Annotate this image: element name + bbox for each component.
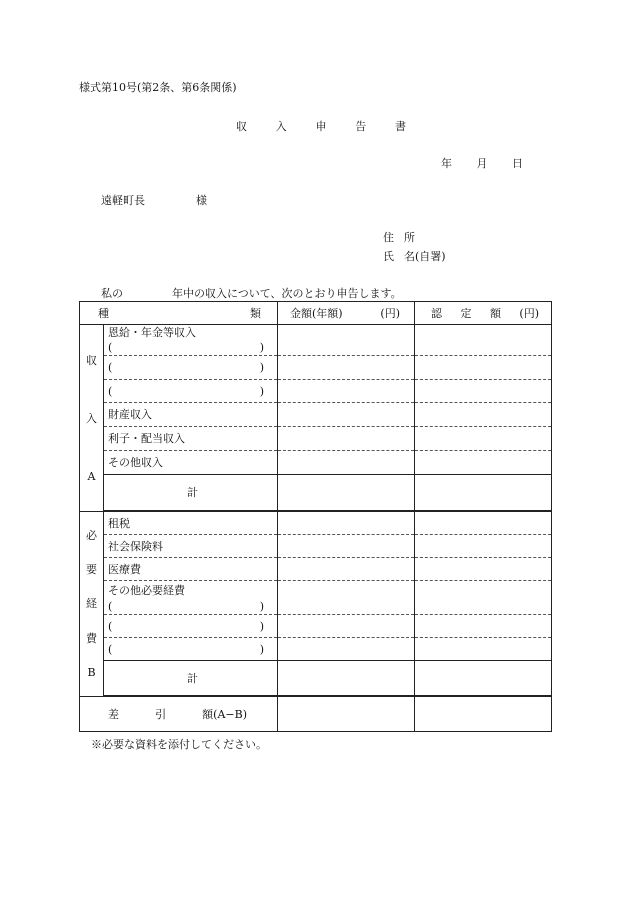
title-char: 入: [275, 120, 287, 133]
income-label: その他収入: [104, 450, 278, 474]
expense-certified-cell[interactable]: [415, 558, 552, 581]
expense-group-char: B: [87, 666, 96, 680]
address-label-char: 所: [404, 231, 415, 244]
income-subtotal-certified[interactable]: [415, 474, 552, 510]
paren-close: ): [259, 384, 264, 398]
expense-certified-cell[interactable]: [415, 535, 552, 558]
expense-group-char: 費: [86, 631, 97, 645]
header-certified-unit: (円): [519, 306, 539, 320]
difference-row: [80, 697, 552, 732]
expense-row: [80, 558, 552, 581]
address-label: [383, 231, 415, 245]
income-row: [80, 379, 552, 403]
expense-certified-cell[interactable]: [415, 615, 552, 638]
difference-label-char: 引: [155, 707, 167, 721]
header-certified-char: 定: [460, 306, 472, 320]
expense-label: 医療費: [104, 558, 278, 581]
header-certified-char: 額: [489, 306, 501, 320]
income-certified-cell[interactable]: [415, 325, 552, 356]
expense-label: 租税: [104, 512, 278, 535]
expense-amount-cell[interactable]: [278, 615, 415, 638]
expense-paren-field[interactable]: [104, 638, 278, 661]
income-amount-cell[interactable]: [278, 325, 415, 356]
income-group-char: A: [87, 469, 96, 483]
difference-label: [80, 697, 278, 732]
expense-row: [80, 512, 552, 535]
date-year: 年: [441, 157, 452, 170]
header-kind-char: 種: [98, 306, 109, 320]
title-char: 告: [355, 120, 367, 133]
difference-amount[interactable]: [278, 697, 415, 732]
income-subtotal-amount[interactable]: [278, 474, 415, 510]
address-label-char: 住: [383, 231, 394, 244]
expense-paren-field[interactable]: [104, 615, 278, 638]
expense-paren-field[interactable]: [104, 600, 278, 615]
paren-close: ): [259, 642, 264, 656]
income-paren-field[interactable]: [104, 355, 278, 379]
paren-open: (: [108, 360, 113, 374]
income-group-label: [80, 325, 104, 512]
header-amount-unit: (円): [380, 306, 400, 320]
header-certified: [415, 302, 552, 325]
expense-row: [80, 535, 552, 558]
statement-prefix: 私の: [101, 287, 123, 300]
paren-close: ): [259, 340, 264, 354]
income-label: 恩給・年金等収入: [104, 325, 278, 340]
expense-amount-cell[interactable]: [278, 512, 415, 535]
income-subtotal-label: 計: [104, 474, 278, 510]
paren-open: (: [108, 340, 113, 354]
addressee-name: 遠軽町長: [101, 194, 145, 207]
statement-text: 年中の収入について、次のとおり申告します。: [172, 287, 402, 300]
expense-subtotal-label: 計: [104, 661, 278, 696]
income-group-char: 収: [86, 353, 97, 367]
paren-close: ): [259, 619, 264, 633]
income-row: [80, 403, 552, 427]
income-paren-field[interactable]: [104, 340, 278, 355]
income-certified-cell[interactable]: [415, 355, 552, 379]
addressee-honorific: 様: [196, 194, 207, 207]
paren-open: (: [108, 642, 113, 656]
header-row: [80, 302, 552, 325]
income-amount-cell[interactable]: [278, 355, 415, 379]
expense-subtotal-amount[interactable]: [278, 661, 415, 696]
expense-amount-cell[interactable]: [278, 535, 415, 558]
paren-close: ): [259, 360, 264, 374]
title-char: 申: [315, 120, 327, 133]
expense-amount-cell[interactable]: [278, 638, 415, 661]
income-certified-cell[interactable]: [415, 427, 552, 451]
header-certified-char: 認: [431, 306, 442, 320]
document-title: [236, 120, 406, 134]
expense-row: [80, 615, 552, 638]
income-certified-cell[interactable]: [415, 403, 552, 427]
income-paren-field[interactable]: [104, 379, 278, 403]
expense-row: [80, 581, 552, 600]
expense-certified-cell[interactable]: [415, 638, 552, 661]
income-row: [80, 450, 552, 474]
expense-group-label: [80, 512, 104, 697]
expense-amount-cell[interactable]: [278, 581, 415, 615]
income-subtotal-row: [80, 474, 552, 510]
income-row: [80, 427, 552, 451]
form-number: 様式第10号(第2条、第6条関係): [79, 81, 237, 94]
date-day: 日: [512, 157, 523, 170]
expense-row: [80, 638, 552, 661]
income-row: [80, 355, 552, 379]
expense-group-char: 必: [86, 528, 97, 542]
name-label-rest: 名(自署): [404, 250, 446, 263]
difference-certified[interactable]: [415, 697, 552, 732]
expense-certified-cell[interactable]: [415, 512, 552, 535]
attachment-note: ※必要な資料を添付してください。: [91, 738, 267, 751]
paren-open: (: [108, 600, 113, 614]
date-month: 月: [476, 157, 488, 170]
income-amount-cell[interactable]: [278, 403, 415, 427]
income-row: [80, 325, 552, 340]
income-amount-cell[interactable]: [278, 427, 415, 451]
header-amount-text: 金額(年額): [290, 306, 343, 320]
header-kind-char: 類: [250, 306, 261, 320]
expense-group-char: 要: [86, 563, 97, 577]
title-char: 書: [395, 120, 406, 133]
difference-label-rest: 額(A−B): [202, 707, 247, 721]
expense-subtotal-row: [80, 661, 552, 696]
income-group-char: 入: [86, 411, 97, 425]
name-label: [383, 250, 446, 264]
paren-open: (: [108, 384, 113, 398]
header-kind: [80, 302, 278, 325]
expense-label: その他必要経費: [104, 581, 278, 600]
income-amount-cell[interactable]: [278, 450, 415, 474]
expense-group-char: 経: [86, 597, 97, 611]
expense-certified-cell[interactable]: [415, 581, 552, 615]
income-label: 利子・配当収入: [104, 427, 278, 451]
income-certified-cell[interactable]: [415, 379, 552, 403]
expense-subtotal-certified[interactable]: [415, 661, 552, 696]
income-declaration-table: [79, 301, 552, 732]
expense-label: 社会保険料: [104, 535, 278, 558]
date-line: [441, 157, 523, 171]
difference-label-char: 差: [108, 707, 119, 721]
name-label-char: 氏: [383, 250, 394, 263]
income-label: 財産収入: [104, 403, 278, 427]
expense-amount-cell[interactable]: [278, 558, 415, 581]
paren-open: (: [108, 619, 113, 633]
income-amount-cell[interactable]: [278, 379, 415, 403]
header-amount: [278, 302, 415, 325]
title-char: 収: [236, 120, 247, 133]
paren-close: ): [259, 600, 264, 614]
income-certified-cell[interactable]: [415, 450, 552, 474]
